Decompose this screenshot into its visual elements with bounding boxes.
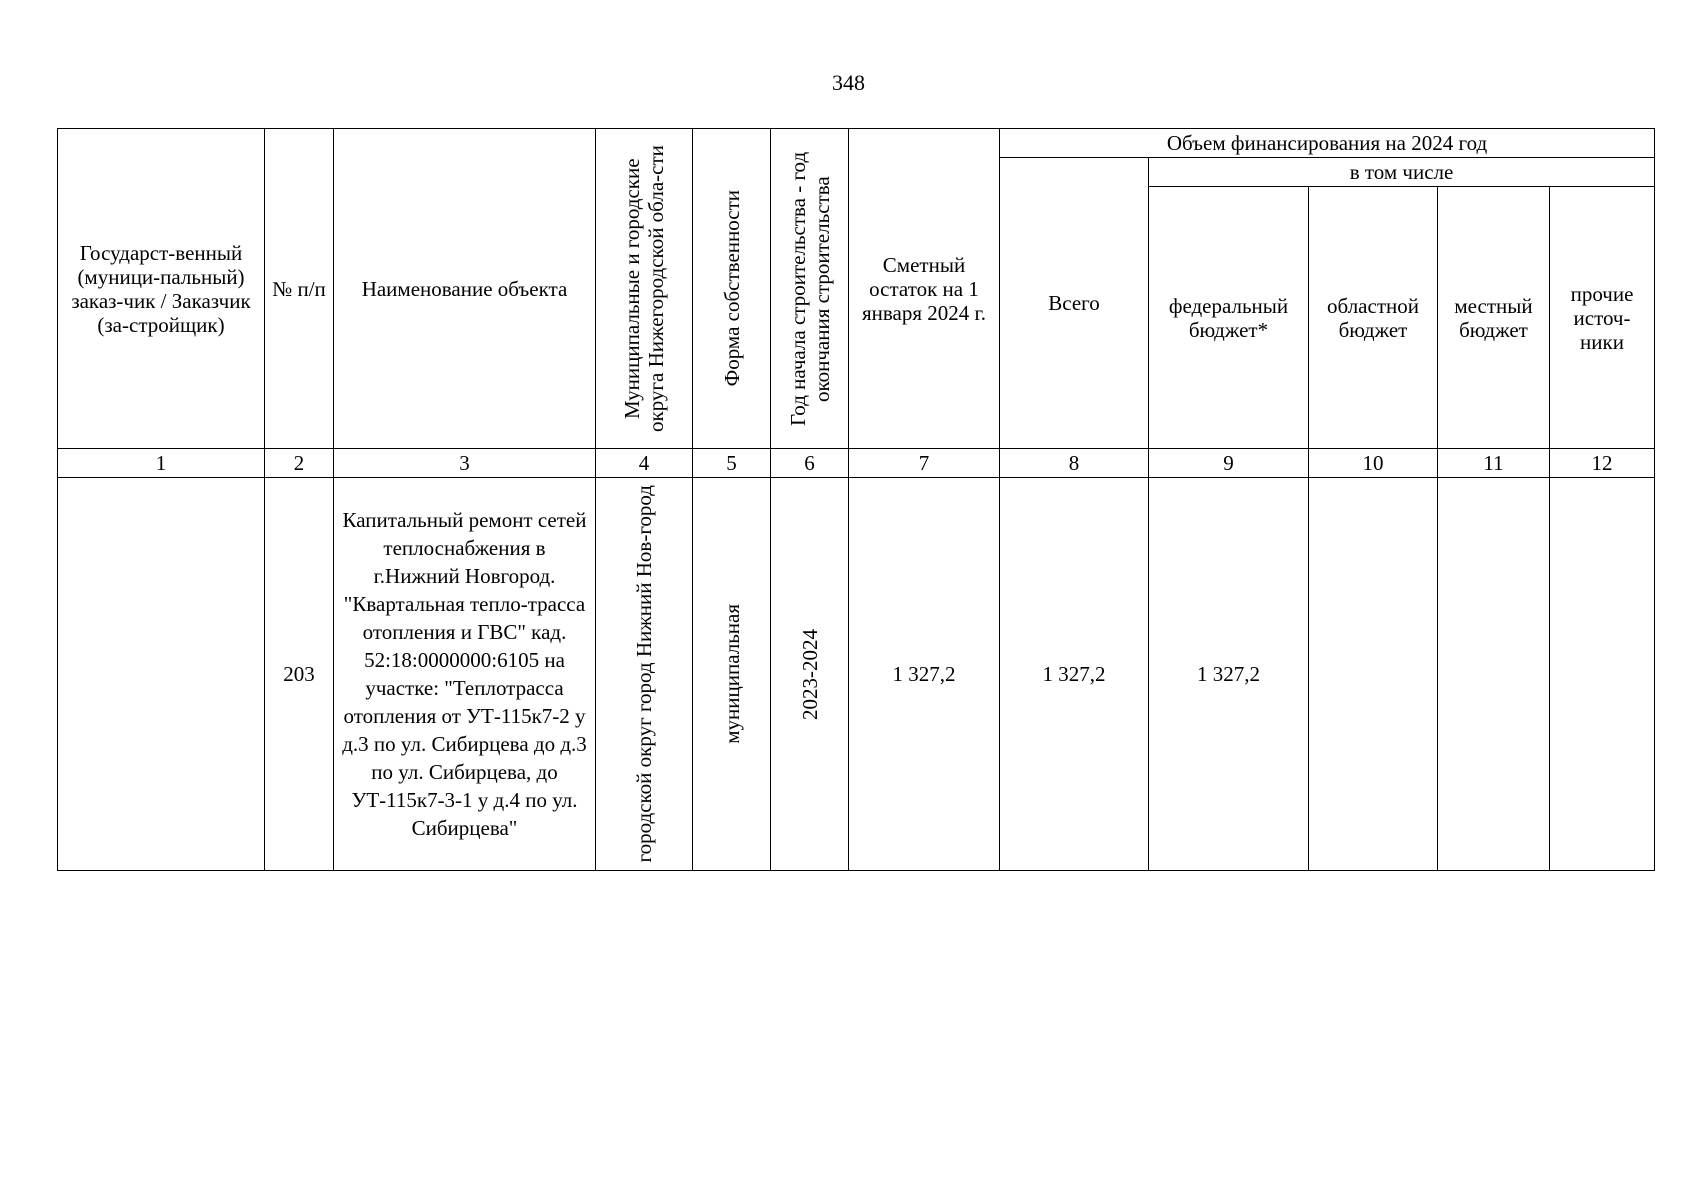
header-local: местный бюджет bbox=[1438, 187, 1550, 449]
cell-federal: 1 327,2 bbox=[1149, 478, 1309, 871]
header-estimate-balance: Сметный остаток на 1 января 2024 г. bbox=[849, 129, 1000, 449]
column-number: 2 bbox=[265, 449, 334, 478]
column-number: 6 bbox=[771, 449, 849, 478]
cell-customer bbox=[58, 478, 265, 871]
column-number: 8 bbox=[1000, 449, 1149, 478]
cell-other bbox=[1550, 478, 1655, 871]
header-object-name: Наименование объекта bbox=[334, 129, 596, 449]
header-municipality-cell bbox=[596, 129, 693, 449]
column-number: 9 bbox=[1149, 449, 1309, 478]
column-number: 1 bbox=[58, 449, 265, 478]
table-row bbox=[58, 478, 1655, 871]
cell-ownership-cell bbox=[693, 478, 771, 871]
cell-local bbox=[1438, 478, 1550, 871]
cell-total: 1 327,2 bbox=[1000, 478, 1149, 871]
column-number: 10 bbox=[1309, 449, 1438, 478]
header-including: в том числе bbox=[1149, 158, 1655, 187]
cell-number: 203 bbox=[265, 478, 334, 871]
header-ownership-cell bbox=[693, 129, 771, 449]
column-number: 4 bbox=[596, 449, 693, 478]
header-other: прочие источ-ники bbox=[1550, 187, 1655, 449]
header-federal: федеральный бюджет* bbox=[1149, 187, 1309, 449]
cell-municipality-cell bbox=[596, 478, 693, 871]
header-years: Год начала строительства - год окончания строительства bbox=[785, 151, 834, 426]
header-years-cell bbox=[771, 129, 849, 449]
header-customer: Государст-венный (муници-пальный) заказ-чик / Заказчик (за-стройщик) bbox=[58, 129, 265, 449]
header-ownership: Форма собственности bbox=[719, 190, 744, 387]
column-number: 7 bbox=[849, 449, 1000, 478]
cell-estimate-balance: 1 327,2 bbox=[849, 478, 1000, 871]
header-regional: областной бюджет bbox=[1309, 187, 1438, 449]
cell-object-name: Капитальный ремонт сетей теплоснабжения в г.Нижний Новгород. "Квартальная тепло-трасса отопления и ГВС" кад. 52:18:0000000:6105 на участке: "Теплотрасса отопления от УТ-115к7-2 у д.3 по ул. Сибирцева до д.3 по ул. Сибирцева, до УТ-115к7-3-1 у д.4 по ул. Сибирцева" bbox=[334, 478, 596, 871]
cell-ownership: муниципальная bbox=[719, 604, 744, 744]
cell-years: 2023-2024 bbox=[797, 628, 822, 720]
cell-municipality: городской округ город Нижний Нов-город bbox=[632, 485, 656, 863]
page-number: 348 bbox=[832, 70, 865, 95]
header-row-1 bbox=[58, 129, 1655, 158]
column-number-row bbox=[58, 449, 1655, 478]
column-number: 11 bbox=[1438, 449, 1550, 478]
funding-table bbox=[57, 128, 1655, 871]
header-number: № п/п bbox=[265, 129, 334, 449]
column-number: 3 bbox=[334, 449, 596, 478]
cell-regional bbox=[1309, 478, 1438, 871]
column-number: 5 bbox=[693, 449, 771, 478]
header-total: Всего bbox=[1000, 158, 1149, 449]
column-number: 12 bbox=[1550, 449, 1655, 478]
header-municipality: Муниципальные и городские округа Нижегородской обла-сти bbox=[620, 145, 668, 432]
cell-years-cell bbox=[771, 478, 849, 871]
header-funding-group: Объем финансирования на 2024 год bbox=[1000, 129, 1655, 158]
